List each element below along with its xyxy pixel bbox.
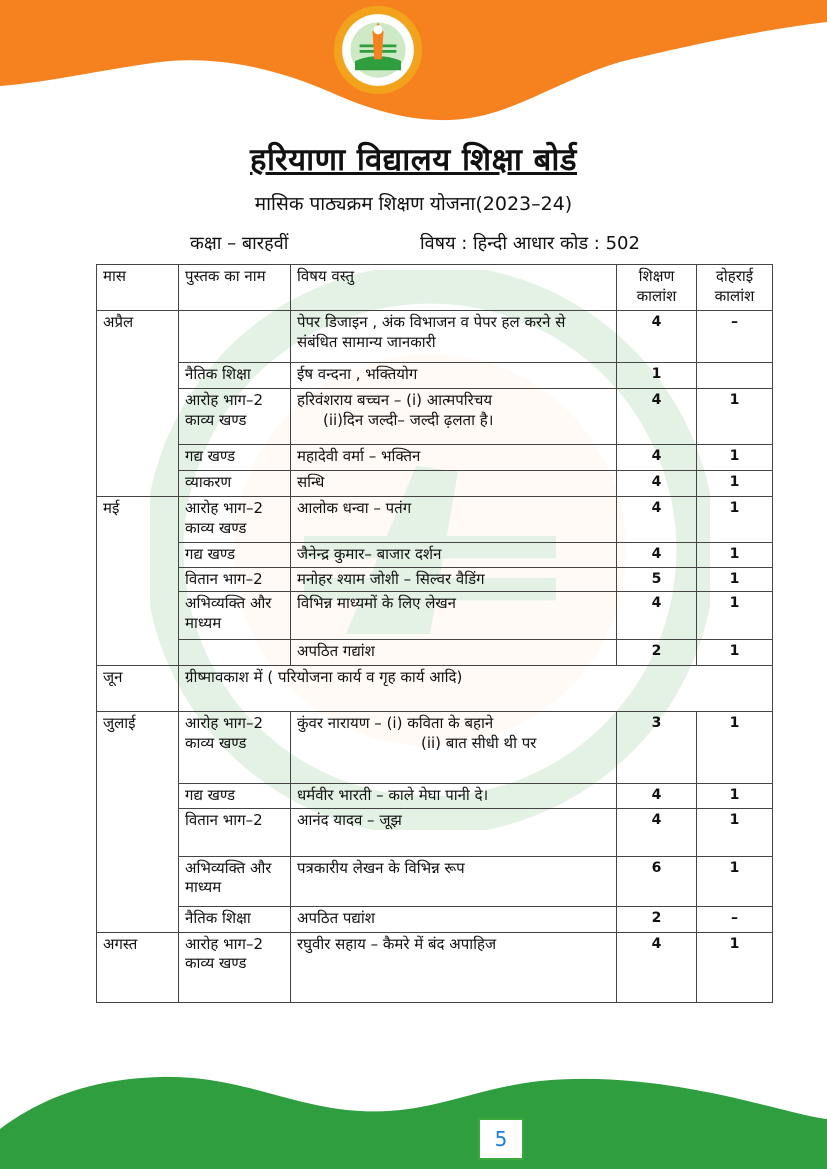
teaching-cell: 4 xyxy=(617,389,697,445)
table-row xyxy=(97,712,773,784)
content-cell: जैनेन्द्र कुमार– बाजार दर्शन xyxy=(291,543,617,568)
teaching-cell: 2 xyxy=(617,640,697,666)
book-cell xyxy=(179,640,291,666)
revision-cell: 1 xyxy=(697,856,773,906)
revision-cell: 1 xyxy=(697,497,773,543)
teaching-cell: 4 xyxy=(617,311,697,363)
book-cell: व्याकरण xyxy=(179,471,291,497)
content-cell: पेपर डिजाइन , अंक विभाजन व पेपर हल करने से संबंधित सामान्य जानकारी xyxy=(291,311,617,363)
revision-cell: 1 xyxy=(697,932,773,1002)
syllabus-table xyxy=(96,264,773,1003)
page-number: 5 xyxy=(478,1118,524,1160)
revision-cell: 1 xyxy=(697,592,773,640)
page-title: हरियाणा विद्यालय शिक्षा बोर्ड xyxy=(250,142,577,178)
teaching-cell: 6 xyxy=(617,856,697,906)
content-line-2: (ii)दिन जल्दी– जल्दी ढ़लता है। xyxy=(323,410,494,429)
month-cell: अगस्त xyxy=(97,932,179,1002)
teaching-cell: 4 xyxy=(617,471,697,497)
book-cell: आरोह भाग–2 काव्य खण्ड xyxy=(179,932,291,1002)
bottom-green-wave xyxy=(0,1059,827,1169)
month-cell: मई xyxy=(97,497,179,666)
content-cell xyxy=(291,712,617,784)
revision-cell: – xyxy=(697,311,773,363)
content-cell: आनंद यादव – जूझ xyxy=(291,808,617,856)
content-cell: आलोक धन्वा – पतंग xyxy=(291,497,617,543)
table-row xyxy=(97,808,773,856)
header-revision: दोहराई कालांश xyxy=(697,265,773,311)
content-cell: महादेवी वर्मा – भक्तिन xyxy=(291,445,617,471)
table-row xyxy=(97,567,773,592)
table-row xyxy=(97,592,773,640)
book-cell: नैतिक शिक्षा xyxy=(179,906,291,932)
table-row xyxy=(97,666,773,712)
teaching-cell: 4 xyxy=(617,592,697,640)
book-cell xyxy=(179,311,291,363)
teaching-cell: 4 xyxy=(617,932,697,1002)
header-month: मास xyxy=(97,265,179,311)
content-line-1: हरिवंशराय बच्चन – (i) आत्मपरिचय xyxy=(297,391,493,409)
table-row xyxy=(97,543,773,568)
content-cell: ईष वन्दना , भक्तियोग xyxy=(291,363,617,389)
content-cell: धर्मवीर भारती – काले मेघा पानी दे। xyxy=(291,784,617,809)
table-row xyxy=(97,497,773,543)
book-cell: गद्य खण्ड xyxy=(179,445,291,471)
board-logo xyxy=(332,4,424,96)
book-cell: गद्य खण्ड xyxy=(179,543,291,568)
table-row xyxy=(97,363,773,389)
header-book: पुस्तक का नाम xyxy=(179,265,291,311)
revision-cell: 1 xyxy=(697,445,773,471)
teaching-cell: 1 xyxy=(617,363,697,389)
table-row xyxy=(97,640,773,666)
summer-vacation-cell: ग्रीष्मावकाश में ( परियोजना कार्य व गृह कार्य आदि) xyxy=(179,666,773,712)
table-row xyxy=(97,784,773,809)
month-cell: जुलाई xyxy=(97,712,179,933)
header-content: विषय वस्तु xyxy=(291,265,617,311)
table-header-row xyxy=(97,265,773,311)
revision-cell: 1 xyxy=(697,567,773,592)
teaching-cell: 4 xyxy=(617,445,697,471)
class-label: कक्षा – बारहवीं xyxy=(190,233,289,254)
content-cell: अपठित गद्यांश xyxy=(291,640,617,666)
book-cell: नैतिक शिक्षा xyxy=(179,363,291,389)
teaching-cell: 4 xyxy=(617,543,697,568)
page-subtitle: मासिक पाठ्यक्रम शिक्षण योजना(2023–24) xyxy=(254,193,573,215)
book-cell: गद्य खण्ड xyxy=(179,784,291,809)
book-cell: अभिव्यक्ति और माध्यम xyxy=(179,592,291,640)
teaching-cell: 3 xyxy=(617,712,697,784)
revision-cell: 1 xyxy=(697,389,773,445)
content-cell: रघुवीर सहाय – कैमरे में बंद अपाहिज xyxy=(291,932,617,1002)
revision-cell: 1 xyxy=(697,712,773,784)
teaching-cell: 4 xyxy=(617,497,697,543)
header-teaching: शिक्षण कालांश xyxy=(617,265,697,311)
revision-cell: 1 xyxy=(697,640,773,666)
content-cell: अपठित पद्यांश xyxy=(291,906,617,932)
teaching-cell: 5 xyxy=(617,567,697,592)
revision-cell: 1 xyxy=(697,543,773,568)
teaching-cell: 4 xyxy=(617,784,697,809)
table-row xyxy=(97,445,773,471)
table-row xyxy=(97,906,773,932)
subject-code-label: विषय : हिन्दी आधार कोड : 502 xyxy=(420,233,640,254)
book-cell: आरोह भाग–2 काव्य खण्ड xyxy=(179,389,291,445)
content-line-2: (ii) बात सीधी थी पर xyxy=(421,733,537,752)
content-cell xyxy=(291,389,617,445)
book-cell: आरोह भाग–2 काव्य खण्ड xyxy=(179,712,291,784)
table-row xyxy=(97,389,773,445)
table-row xyxy=(97,856,773,906)
table-row xyxy=(97,311,773,363)
teaching-cell: 2 xyxy=(617,906,697,932)
revision-cell: 1 xyxy=(697,808,773,856)
revision-cell: – xyxy=(697,906,773,932)
content-line-1: कुंवर नारायण – (i) कविता के बहाने xyxy=(297,714,494,732)
teaching-cell: 4 xyxy=(617,808,697,856)
content-cell: पत्रकारीय लेखन के विभिन्न रूप xyxy=(291,856,617,906)
content-cell: मनोहर श्याम जोशी – सिल्वर वैडिंग xyxy=(291,567,617,592)
book-cell: वितान भाग–2 xyxy=(179,567,291,592)
book-cell: अभिव्यक्ति और माध्यम xyxy=(179,856,291,906)
content-cell: सन्धि xyxy=(291,471,617,497)
revision-cell xyxy=(697,363,773,389)
book-cell: वितान भाग–2 xyxy=(179,808,291,856)
month-cell: जून xyxy=(97,666,179,712)
revision-cell: 1 xyxy=(697,784,773,809)
content-cell: विभिन्न माध्यमों के लिए लेखन xyxy=(291,592,617,640)
revision-cell: 1 xyxy=(697,471,773,497)
table-row xyxy=(97,471,773,497)
table-row xyxy=(97,932,773,1002)
book-cell: आरोह भाग–2 काव्य खण्ड xyxy=(179,497,291,543)
month-cell: अप्रैल xyxy=(97,311,179,497)
